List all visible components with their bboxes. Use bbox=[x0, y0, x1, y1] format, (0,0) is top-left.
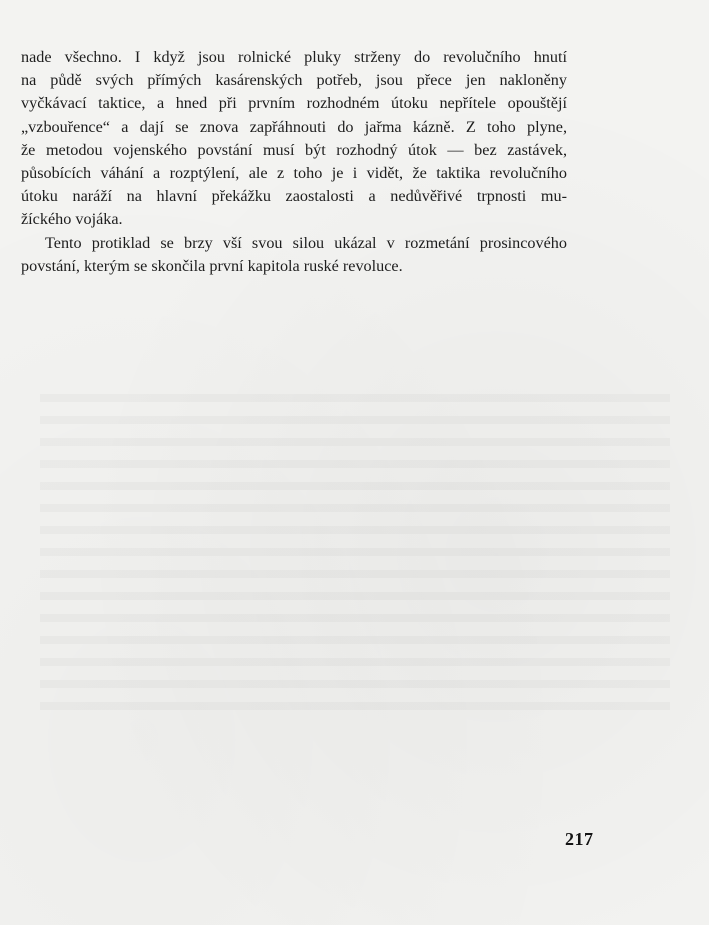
text-line: nade všechno. I když jsou rolnické pluky strženy do revolučního hnutí bbox=[21, 48, 567, 66]
text-line: vyčkávací taktice, a hned při prvním rozhodném útoku nepřítele opouštějí bbox=[21, 94, 567, 113]
text-line: „vzbouřence“ a dají se znova zapřáhnouti do jařma kázně. Z toho plyne, bbox=[21, 117, 567, 136]
page-number: 217 bbox=[565, 829, 594, 849]
paragraph-1 bbox=[21, 46, 567, 232]
text-line: povstání, kterým se skončila první kapitola ruské revoluce. bbox=[21, 256, 403, 275]
text-line: útoku naráží na hlavní překážku zaostalosti a nedůvěřivé trpnosti mu- bbox=[21, 187, 567, 206]
text-line: na půdě svých přímých kasárenských potřeb, jsou přece jen nakloněny bbox=[21, 71, 567, 90]
text-line: že metodou vojenského povstání musí být rozhodný útok — bez zastávek, bbox=[21, 140, 567, 159]
paragraph-2 bbox=[21, 232, 567, 278]
text-line: žíckého vojáka. bbox=[21, 210, 123, 229]
text-line: působících váhání a rozptýlení, ale z toho je i vidět, že taktika revolučního bbox=[21, 164, 567, 183]
show-through-texture bbox=[40, 380, 670, 710]
body-text bbox=[21, 46, 567, 278]
text-line: Tento protiklad se brzy vší svou silou ukázal v rozmetání prosincového bbox=[45, 233, 567, 252]
